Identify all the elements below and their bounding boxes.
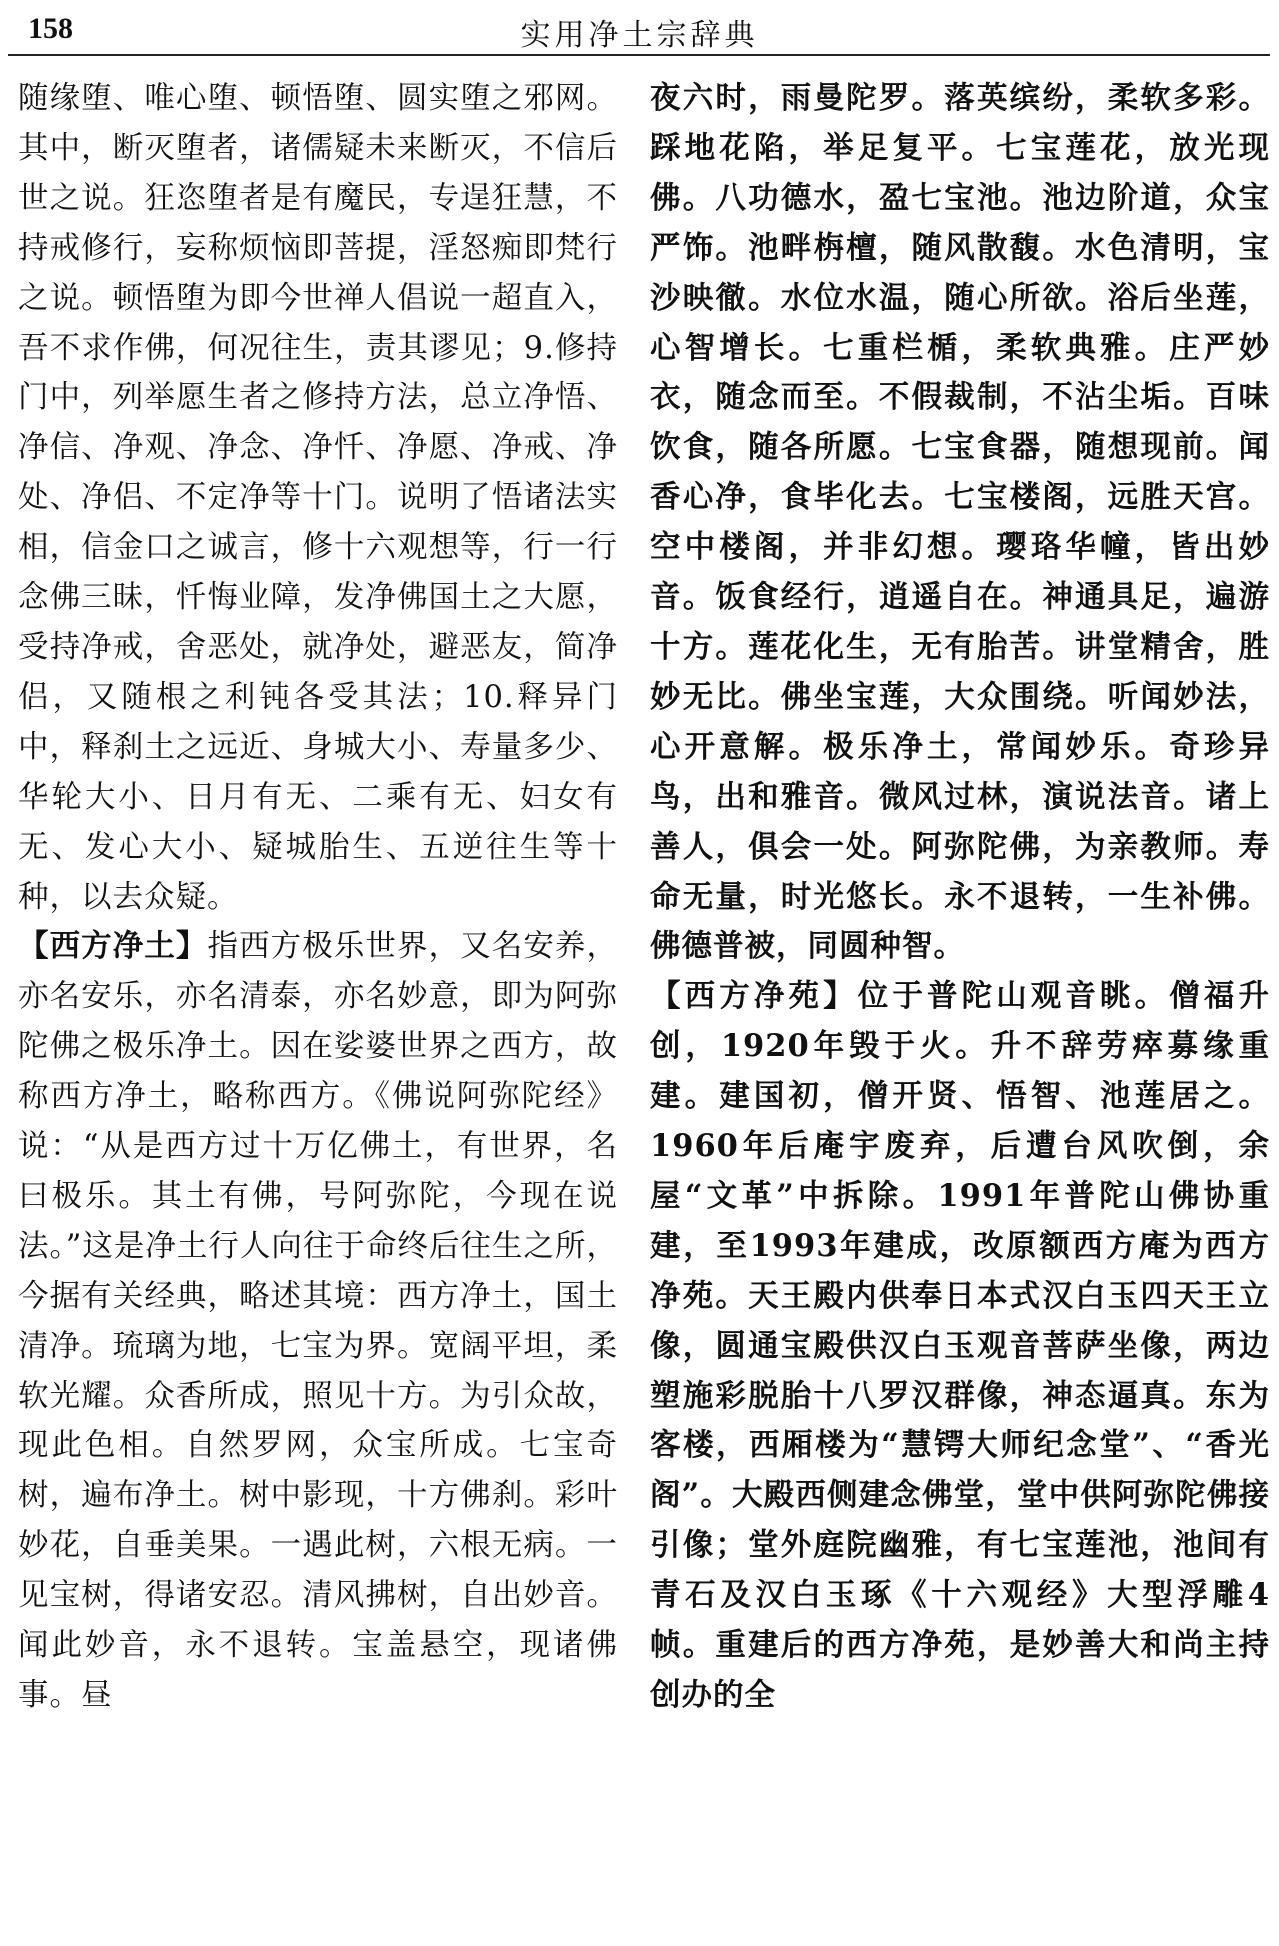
dictionary-entry — [650, 972, 1270, 1721]
entry-text: 位于普陀山观音眺。僧福升创，1920年毁于火。升不辞劳瘁募缘重建。建国初，僧开贤、悟智、池莲居之。1960年后庵宇废弃，后遭台风吹倒，余屋“文革”中拆除。1991年普陀山佛协重建，至1993年建成，改原额西方庵为西方净苑。天王殿内供奉日本式汉白玉四天王立像，圆通宝殿供汉白玉观音菩萨坐像，两边塑施彩脱胎十八罗汉群像，神态逼真。东为客楼，西厢楼为“慧锷大师纪念堂”、“香光阁”。大殿西侧建念佛堂，堂中供阿弥陀佛接引像；堂外庭院幽雅，有七宝莲池，池间有青石及汉白玉琢《十六观经》大型浮雕4帧。重建后的西方净苑，是妙善大和尚主持创办的全 — [650, 978, 1270, 1713]
left-column — [18, 74, 618, 1940]
continuation-paragraph — [650, 74, 1270, 972]
header-rule — [8, 54, 1270, 56]
right-column — [650, 74, 1270, 1940]
continuation-text: 夜六时，雨曼陀罗。落英缤纷，柔软多彩。踩地花陷，举足复平。七宝莲花，放光现佛。八功德水，盈七宝池。池边阶道，众宝严饰。池畔栴檀，随风散馥。水色清明，宝沙映徹。水位水温，随心所欲。浴后坐莲，心智增长。七重栏楯，柔软典雅。庄严妙衣，随念而至。不假裁制，不沾尘垢。百味饮食，随各所愿。七宝食器，随想现前。闻香心净，食毕化去。七宝楼阁，远胜天宫。空中楼阁，并非幻想。璎珞华幢，皆出妙音。饭食经行，逍遥自在。神通具足，遍游十方。莲花化生，无有胎苦。讲堂精舍，胜妙无比。佛坐宝莲，大众围绕。听闻妙法，心开意解。极乐净土，常闻妙乐。奇珍异鸟，出和雅音。微风过林，演说法音。诸上善人，俱会一处。阿弥陀佛，为亲教师。寿命无量，时光悠长。永不退转，一生补佛。佛德普被，同圆种智。 — [650, 80, 1270, 965]
dictionary-entry — [18, 922, 618, 1721]
entry-headword: 【西方净苑】 — [650, 978, 858, 1015]
page-header — [20, 8, 1259, 52]
continuation-text: 随缘堕、唯心堕、顿悟堕、圆实堕之邪网。其中，断灭堕者，诸儒疑未来断灭，不信后世之说。狂恣堕者是有魔民，专逞狂慧，不持戒修行，妄称烦恼即菩提，淫怒痴即梵行之说。顿悟堕为即今世禅人倡说一超直入，吾不求作佛，何况往生，责其谬见；9.修持门中，列举愿生者之修持方法，总立净悟、净信、净观、净念、净忏、净愿、净戒、净处、净侣、不定净等十门。说明了悟诸法实相，信金口之诚言，修十六观想等，行一行念佛三昧，忏悔业障，发净佛国土之大愿，受持净戒，舍恶处，就净处，避恶友，简净侣，又随根之利钝各受其法；10.释异门中，释刹土之远近、身城大小、寿量多少、华轮大小、日月有无、二乘有无、妇女有无、发心大小、疑城胎生、五逆往生等十种，以去众疑。 — [18, 81, 618, 915]
page-number: 158 — [28, 12, 73, 45]
entry-headword: 【西方净土】 — [18, 928, 208, 965]
continuation-paragraph — [18, 74, 618, 922]
entry-text: 指西方极乐世界，又名安养，亦名安乐，亦名清泰，亦名妙意，即为阿弥陀佛之极乐净土。因在娑婆世界之西方，故称西方净土，略称西方。《佛说阿弥陀经》说：“从是西方过十万亿佛土，有世界，名曰极乐。其土有佛，号阿弥陀，今现在说法。”这是净土行人向往于命终后往生之所，今据有关经典，略述其境：西方净土，国土清净。琉璃为地，七宝为界。宽阔平坦，柔软光耀。众香所成，照见十方。为引众故，现此色相。自然罗网，众宝所成。七宝奇树，遍布净土。树中影现，十方佛刹。彩叶妙花，自垂美果。一遇此树，六根无病。一见宝树，得诸安忍。清风拂树，自出妙音。闻此妙音，永不退转。宝盖悬空，现诸佛事。昼 — [18, 929, 618, 1713]
running-title: 实用净土宗辞典 — [520, 18, 759, 53]
